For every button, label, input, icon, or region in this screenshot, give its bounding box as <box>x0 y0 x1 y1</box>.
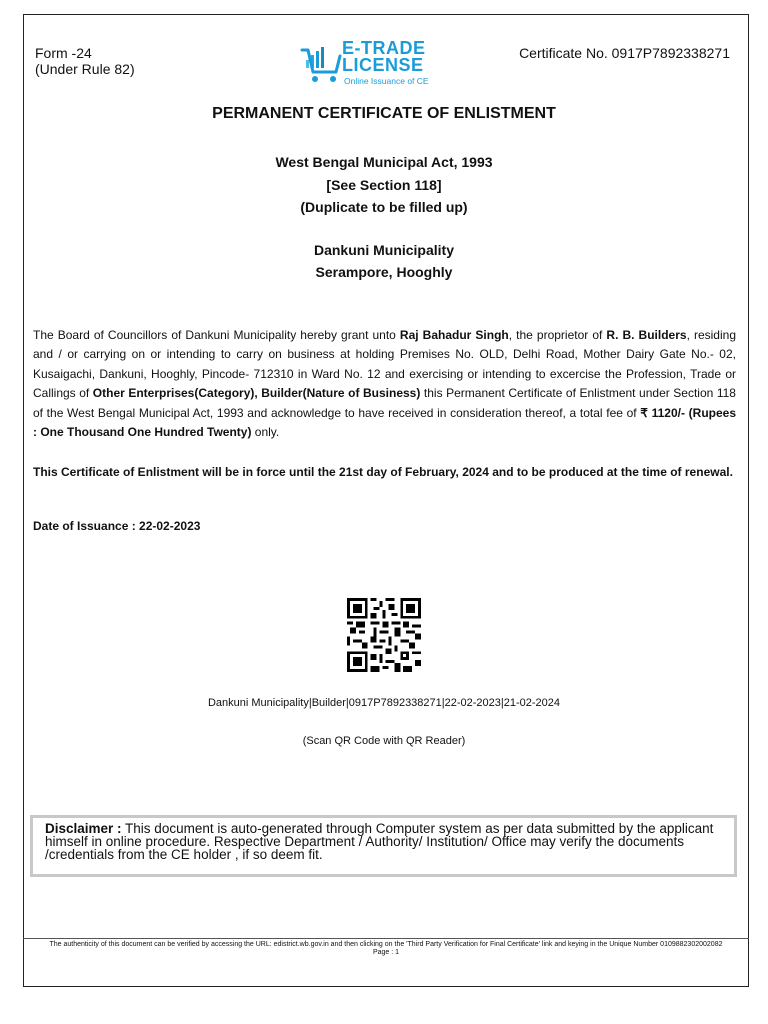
etrade-license-logo <box>300 40 430 88</box>
body-text: The Board of Councillors of Dankuni Municipality hereby grant unto <box>33 328 400 342</box>
certificate-number: Certificate No. 0917P7892338271 <box>519 45 730 61</box>
issuance-date: Date of Issuance : 22-02-2023 <box>33 519 201 533</box>
proprietor-name: Raj Bahadur Singh <box>399 328 509 342</box>
duplicate-note: (Duplicate to be filled up) <box>300 199 468 215</box>
disclaimer-label: Disclaimer : <box>45 821 122 836</box>
page-number: Page : 1 <box>372 949 400 956</box>
validity-statement: This Certificate of Enlistment will be in force until the 21st day of February, 2024 and to be produced at the time of renewal. <box>33 465 733 479</box>
logo-line-1: E-TRADE <box>342 38 426 58</box>
disclaimer-box <box>30 815 737 877</box>
logo-wordmark <box>342 40 426 74</box>
certificate-title: PERMANENT CERTIFICATE OF ENLISTMENT <box>212 105 556 122</box>
footer <box>28 941 744 957</box>
verification-note: The authenticity of this document can be verified by accessing the URL: edistrict.wb.gov.in and then clicking on the 'Third Party Verification for Final Certificate' link and keying in the Unique Number 0109882302002082 <box>49 941 723 948</box>
act-section: [See Section 118] <box>326 177 442 193</box>
act-name: West Bengal Municipal Act, 1993 <box>275 154 493 170</box>
certificate-body <box>33 326 736 442</box>
logo-tagline: Online Issuance of CE <box>344 76 429 86</box>
body-text: this Permanent Certificate of Enlistment under Section 118 of the West Bengal Municipal Act, 1993 and acknowledge to have received in consideration thereof, a total fee of <box>33 386 736 420</box>
body-text: , residing and / or carrying on or intending to carry on business at holding Premises No. OLD, Delhi Road, Mother Dairy Gate No.- 02, Kusaigachi, Dankuni, Hooghly, Pincode- 712310 in Ward No. 12 and exercising or intending to excercise the Profession, Trade or Callings of <box>33 328 736 401</box>
cart-icon <box>300 42 344 86</box>
municipality-location: Serampore, Hooghly <box>315 264 453 280</box>
body-text: only. <box>251 425 280 440</box>
body-text: , the proprietor of <box>508 328 607 342</box>
disclaimer-text: This document is auto-generated through Computer system as per data submitted by the applicant himself in online procedure. Respective Department / Authority/ Institution/ Office may verify the documents /credentials from the CE holder , if so deem fit. <box>45 821 714 862</box>
qr-code <box>345 598 423 672</box>
fee-in-words: (Rupees : One Thousand One Hundred Twenty) <box>33 405 737 440</box>
municipality-name: Dankuni Municipality <box>313 242 454 258</box>
footer-divider <box>23 938 749 939</box>
scan-instruction: (Scan QR Code with QR Reader) <box>302 735 466 747</box>
logo-line-2: LICENSE <box>342 55 424 75</box>
qr-code-text: Dankuni Municipality|Builder|0917P7892338271|22-02-2023|21-02-2024 <box>207 697 561 709</box>
form-number-block <box>35 45 135 77</box>
rule-reference: (Under Rule 82) <box>35 61 135 77</box>
fee-amount: ₹ 1120/- <box>640 405 685 420</box>
form-number: Form -24 <box>35 45 92 61</box>
business-category: Other Enterprises(Category), Builder(Nature of Business) <box>92 386 421 401</box>
business-name: R. B. Builders <box>606 328 687 342</box>
